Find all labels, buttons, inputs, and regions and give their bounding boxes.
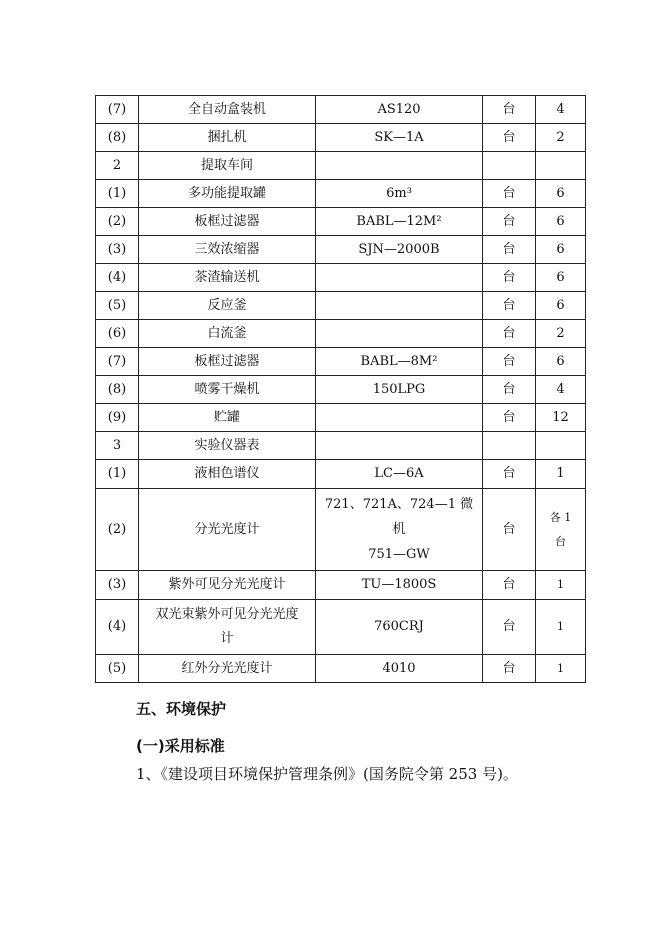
unit xyxy=(483,152,536,180)
equipment-model xyxy=(316,432,483,460)
equipment-name: 实验仪器表 xyxy=(139,432,316,460)
table-row xyxy=(96,655,586,683)
quantity: 2 xyxy=(536,320,586,348)
equipment-model: 6m³ xyxy=(316,180,483,208)
equipment-name: 提取车间 xyxy=(139,152,316,180)
equipment-name: 分光光度计 xyxy=(139,489,316,571)
unit xyxy=(483,432,536,460)
unit: 台 xyxy=(483,236,536,264)
table-row xyxy=(96,432,586,460)
unit: 台 xyxy=(483,376,536,404)
quantity: 1 xyxy=(536,460,586,489)
quantity xyxy=(536,152,586,180)
row-number: 3 xyxy=(96,432,139,460)
model-line: 721、721A、724—1 微 xyxy=(324,497,474,512)
quantity: 6 xyxy=(536,180,586,208)
quantity: 6 xyxy=(536,236,586,264)
equipment-model: BABL—8M² xyxy=(316,348,483,376)
quantity: 2 xyxy=(536,124,586,152)
table-row xyxy=(96,152,586,180)
quantity: 1 xyxy=(536,655,586,683)
unit: 台 xyxy=(483,348,536,376)
table-row xyxy=(96,208,586,236)
table-row xyxy=(96,376,586,404)
equipment-name: 反应釜 xyxy=(139,292,316,320)
name-line: 双光束紫外可见分光光度 xyxy=(155,607,299,622)
row-number: (4) xyxy=(96,600,139,655)
quantity: 6 xyxy=(536,264,586,292)
equipment-model: SK—1A xyxy=(316,124,483,152)
table-row xyxy=(96,404,586,432)
quantity: 4 xyxy=(536,96,586,124)
unit: 台 xyxy=(483,124,536,152)
equipment-name: 贮罐 xyxy=(139,404,316,432)
quantity: 1 xyxy=(536,600,586,655)
equipment-model: AS120 xyxy=(316,96,483,124)
row-number: (5) xyxy=(96,292,139,320)
equipment-table xyxy=(95,95,586,683)
unit: 台 xyxy=(483,460,536,489)
equipment-name: 捆扎机 xyxy=(139,124,316,152)
table-row xyxy=(96,460,586,489)
table-row xyxy=(96,571,586,600)
row-number: (3) xyxy=(96,236,139,264)
equipment-model xyxy=(316,404,483,432)
paragraph: 1、《建设项目环境保护管理条例》(国务院令第 253 号)。 xyxy=(136,765,518,783)
equipment-model xyxy=(316,152,483,180)
section-heading: 五、环境保护 xyxy=(136,700,227,718)
unit: 台 xyxy=(483,208,536,236)
quantity: 6 xyxy=(536,348,586,376)
equipment-name: 多功能提取罐 xyxy=(139,180,316,208)
unit: 台 xyxy=(483,320,536,348)
equipment-name: 板框过滤器 xyxy=(139,208,316,236)
equipment-model xyxy=(316,489,483,571)
unit: 台 xyxy=(483,292,536,320)
name-line: 计 xyxy=(220,631,234,646)
unit: 台 xyxy=(483,571,536,600)
quantity: 6 xyxy=(536,208,586,236)
row-number: (1) xyxy=(96,460,139,489)
row-number: (4) xyxy=(96,264,139,292)
quantity: 1 xyxy=(536,571,586,600)
equipment-model xyxy=(316,264,483,292)
quantity: 4 xyxy=(536,376,586,404)
equipment-model: BABL—12M² xyxy=(316,208,483,236)
unit: 台 xyxy=(483,180,536,208)
equipment-model xyxy=(316,292,483,320)
subsection-heading: (一)采用标准 xyxy=(136,737,225,755)
table-row xyxy=(96,236,586,264)
table-row xyxy=(96,292,586,320)
equipment-name xyxy=(139,600,316,655)
row-number: (1) xyxy=(96,180,139,208)
quantity xyxy=(536,432,586,460)
table-row xyxy=(96,180,586,208)
quantity xyxy=(536,489,586,571)
equipment-model: SJN—2000B xyxy=(316,236,483,264)
row-number: (2) xyxy=(96,489,139,571)
row-number: 2 xyxy=(96,152,139,180)
equipment-model: LC—6A xyxy=(316,460,483,489)
equipment-name: 白流釜 xyxy=(139,320,316,348)
unit: 台 xyxy=(483,600,536,655)
row-number: (3) xyxy=(96,571,139,600)
equipment-name: 紫外可见分光光度计 xyxy=(139,571,316,600)
quantity-line: 台 xyxy=(555,534,566,548)
row-number: (7) xyxy=(96,348,139,376)
row-number: (9) xyxy=(96,404,139,432)
row-number: (8) xyxy=(96,124,139,152)
row-number: (7) xyxy=(96,96,139,124)
equipment-model: 4010 xyxy=(316,655,483,683)
model-line: 751—GW xyxy=(368,547,430,562)
table-row xyxy=(96,348,586,376)
quantity-line: 各 1 xyxy=(549,510,572,524)
table-row xyxy=(96,489,586,571)
table-row xyxy=(96,600,586,655)
quantity: 6 xyxy=(536,292,586,320)
equipment-name: 全自动盒装机 xyxy=(139,96,316,124)
table-row xyxy=(96,124,586,152)
equipment-name: 板框过滤器 xyxy=(139,348,316,376)
equipment-name: 液相色谱仪 xyxy=(139,460,316,489)
unit: 台 xyxy=(483,404,536,432)
equipment-name: 喷雾干燥机 xyxy=(139,376,316,404)
unit: 台 xyxy=(483,489,536,571)
unit: 台 xyxy=(483,96,536,124)
equipment-model: 760CRJ xyxy=(316,600,483,655)
table-row xyxy=(96,264,586,292)
equipment-model xyxy=(316,320,483,348)
equipment-model: 150LPG xyxy=(316,376,483,404)
model-line: 机 xyxy=(392,522,406,537)
row-number: (8) xyxy=(96,376,139,404)
equipment-name: 三效浓缩器 xyxy=(139,236,316,264)
equipment-name: 红外分光光度计 xyxy=(139,655,316,683)
equipment-name: 茶渣输送机 xyxy=(139,264,316,292)
row-number: (2) xyxy=(96,208,139,236)
unit: 台 xyxy=(483,655,536,683)
table-row xyxy=(96,96,586,124)
quantity: 12 xyxy=(536,404,586,432)
table-row xyxy=(96,320,586,348)
row-number: (6) xyxy=(96,320,139,348)
equipment-model: TU—1800S xyxy=(316,571,483,600)
row-number: (5) xyxy=(96,655,139,683)
unit: 台 xyxy=(483,264,536,292)
